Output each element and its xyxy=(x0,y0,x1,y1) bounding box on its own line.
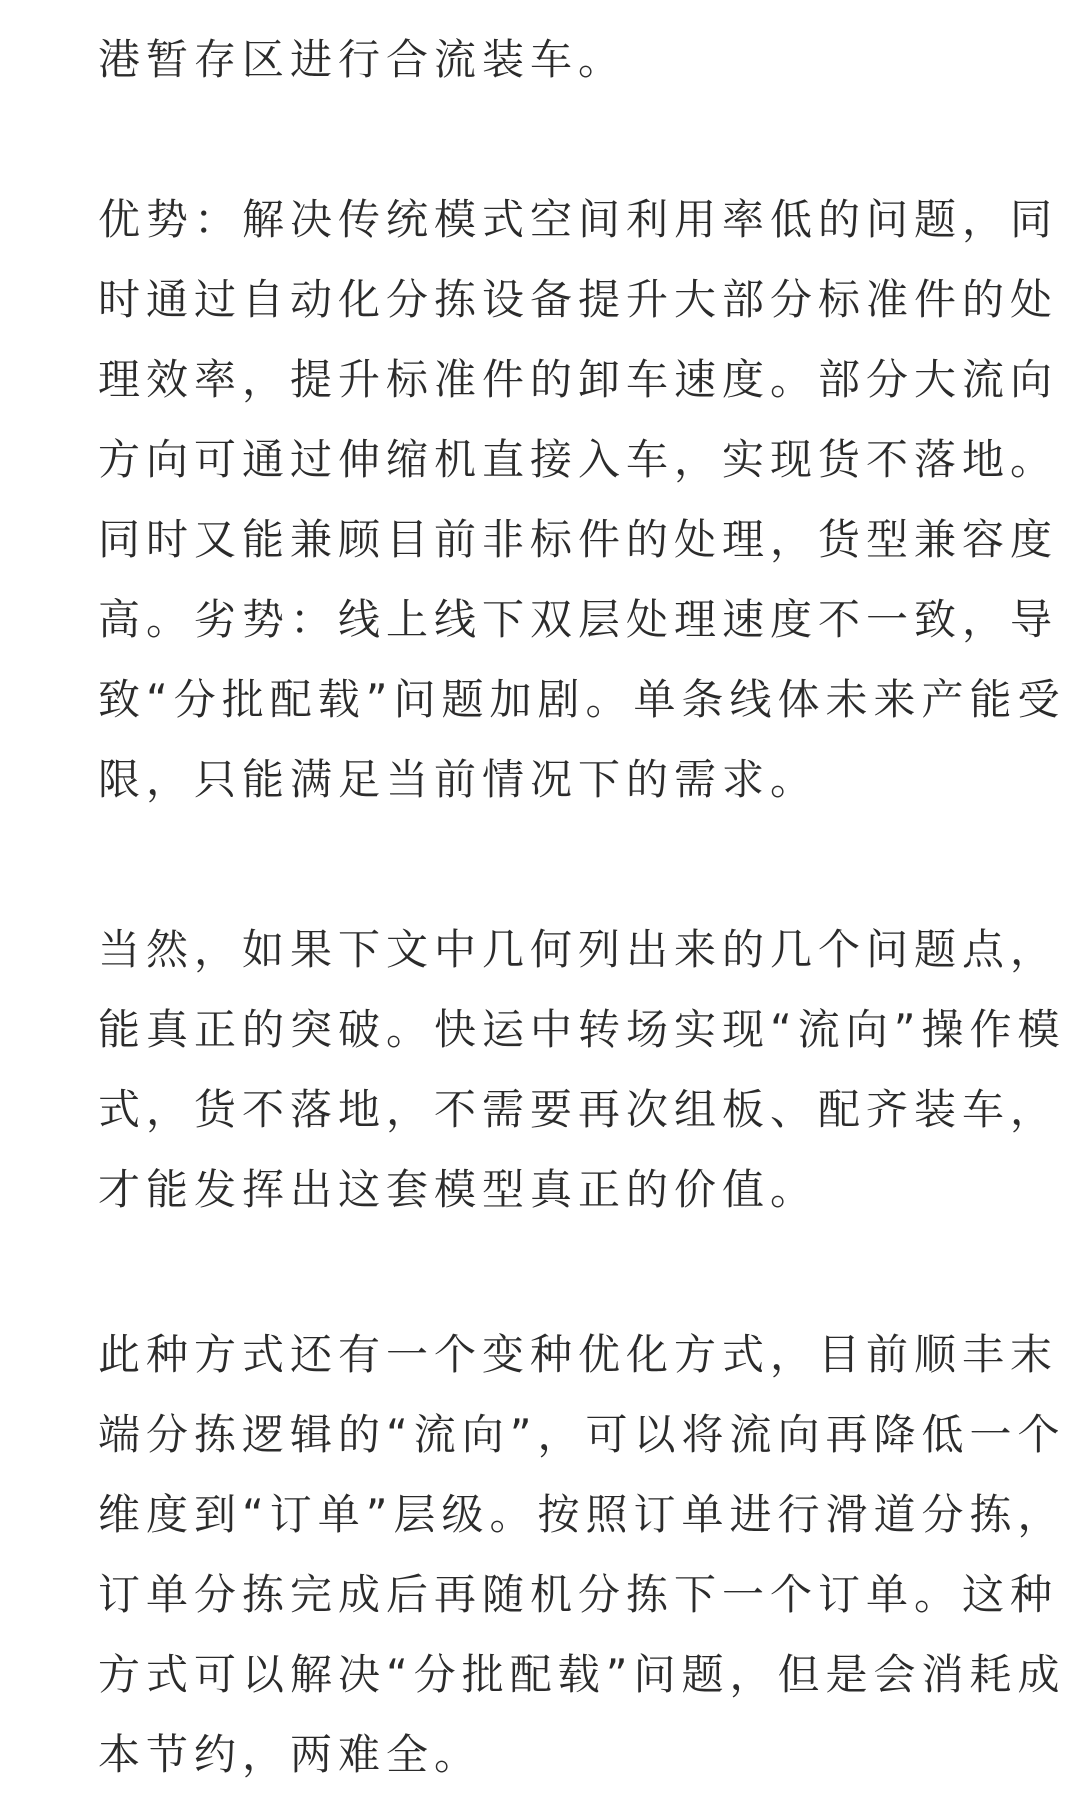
text-line: 优势：解决传统模式空间利用率低的问题，同 xyxy=(98,195,1059,244)
text-line: 此种方式还有一个变种优化方式，目前顺丰末 xyxy=(98,1330,1059,1379)
text-line: 本节约，两难全。 xyxy=(98,1730,483,1779)
text-line: 时通过自动化分拣设备提升大部分标准件的处 xyxy=(98,275,1059,324)
paragraph-2 xyxy=(98,180,1066,820)
paragraph-1 xyxy=(98,20,626,100)
text-line: 能真正的突破。快运中转场实现“流向”操作模 xyxy=(98,1005,1066,1054)
text-line: 式，货不落地，不需要再次组板、配齐装车， xyxy=(98,1085,1059,1134)
text-line: 端分拣逻辑的“流向”，可以将流向再降低一个 xyxy=(98,1410,1066,1459)
text-line: 限，只能满足当前情况下的需求。 xyxy=(98,755,819,804)
paragraph-4 xyxy=(98,1315,1066,1795)
paragraph-3 xyxy=(98,910,1066,1230)
text-line: 当然，如果下文中几何列出来的几个问题点， xyxy=(98,925,1059,974)
text-line: 维度到“订单”层级。按照订单进行滑道分拣， xyxy=(98,1490,1066,1539)
text-line: 方向可通过伸缩机直接入车，实现货不落地。 xyxy=(98,435,1059,484)
text-line: 高。劣势：线上线下双层处理速度不一致，导 xyxy=(98,595,1059,644)
text-line: 方式可以解决“分批配载”问题，但是会消耗成 xyxy=(98,1650,1066,1699)
text-line: 订单分拣完成后再随机分拣下一个订单。这种 xyxy=(98,1570,1059,1619)
text-line: 理效率，提升标准件的卸车速度。部分大流向 xyxy=(98,355,1059,404)
text-line: 同时又能兼顾目前非标件的处理，货型兼容度 xyxy=(98,515,1059,564)
text-line: 港暂存区进行合流装车。 xyxy=(98,35,627,84)
text-line: 致“分批配载”问题加剧。单条线体未来产能受 xyxy=(98,675,1066,724)
text-line: 才能发挥出这套模型真正的价值。 xyxy=(98,1165,819,1214)
